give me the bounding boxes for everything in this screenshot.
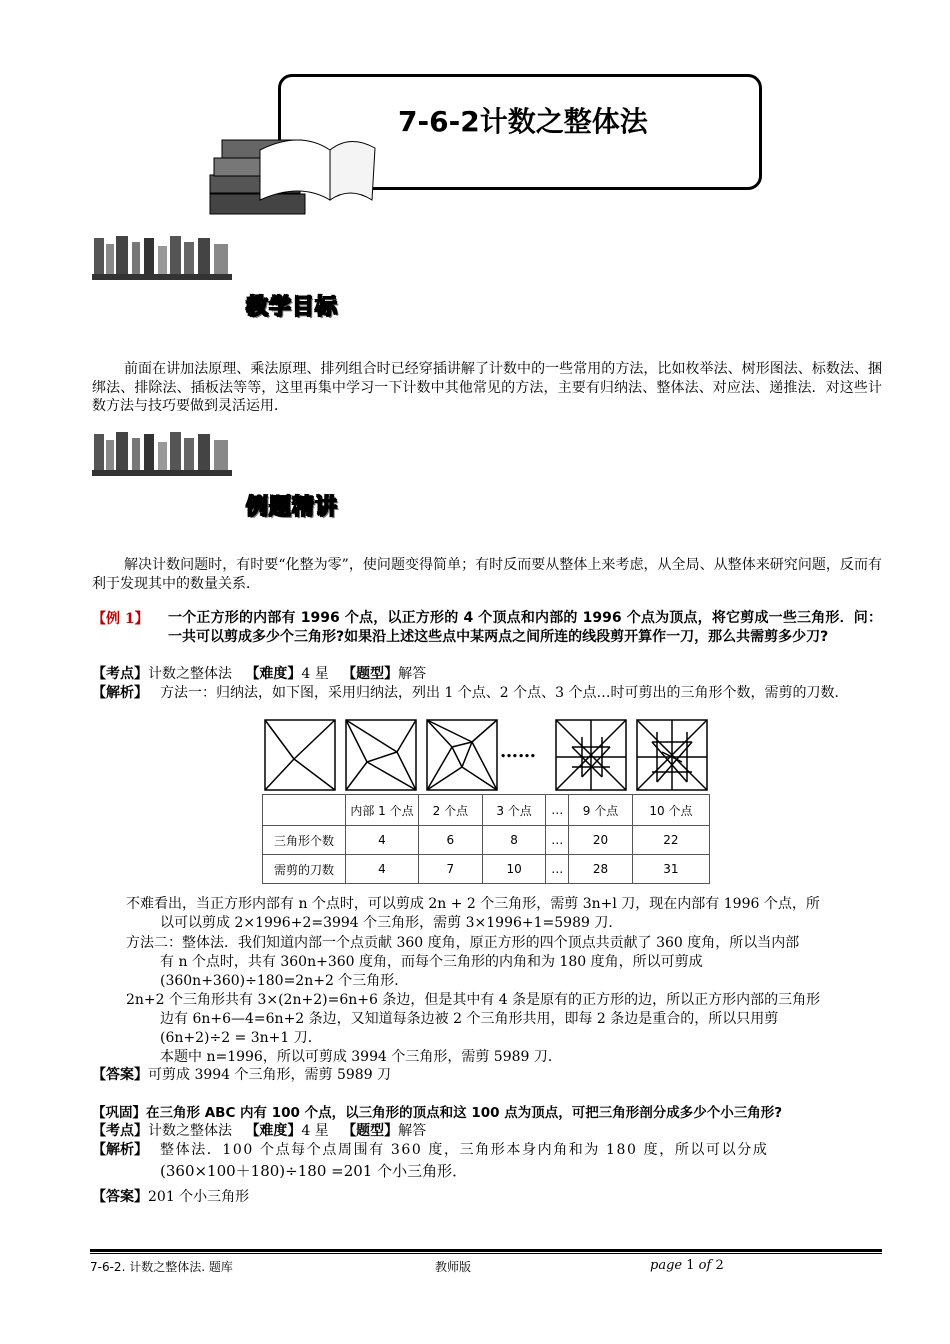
table-cell: 2 个点 [419, 795, 483, 826]
books-illustration-icon [200, 120, 380, 220]
table-cell: 20 [569, 826, 633, 855]
table-cell: 10 [482, 855, 546, 884]
count-table [262, 794, 710, 884]
consolidate-answer: 【答案】201 个小三角形 [92, 1189, 250, 1205]
bookshelf-icon [92, 234, 232, 284]
method2-line2: 有 n 个点时，共有 360n+360 度角，而每个三角形的内角和为 180 度角，所以可剪成 [160, 954, 703, 970]
ellipsis-dots: …… [500, 741, 536, 762]
footer-page: page 1 of 2 [650, 1258, 724, 1273]
example1-question: 一个正方形的内部有 1996 个点，以正方形的 4 个顶点和内部的 1996 个点为顶点，将它剪成一些三角形．问：一共可以剪成多少个三角形?如果沿上述这些点中某两点之间所连的线段剪开算作一刀，那么共需剪多少刀? [168, 610, 882, 645]
table-row [263, 826, 710, 855]
table-cell [263, 795, 346, 826]
footer-center: 教师版 [435, 1260, 472, 1274]
bookshelf-icon-2 [92, 430, 232, 480]
consolidate-jiexi-label: 【解析】 [92, 1142, 148, 1158]
example1-meta: 【考点】计数之整体法 【难度】4 星 【题型】解答 [92, 666, 427, 682]
table-header-row [263, 795, 710, 826]
consolidate-jiexi-2: (360×100＋180)÷180 =201 个小三角形． [160, 1162, 468, 1180]
method2-line4: 2n+2 个三角形共有 3×(2n+2)=6n+6 条边，但是其中有 4 条是原有的正方形的边，所以正方形内部的三角形 [126, 992, 821, 1008]
footer-left: 7-6-2. 计数之整体法. 题库 [90, 1260, 233, 1274]
table-cell: 3 个点 [482, 795, 546, 826]
intro-paragraph: 前面在讲加法原理、乘法原理、排列组合时已经穿插讲解了计数中的一些常用的方法，比如枚举法、树形图法、标数法、捆绑法、排除法、插板法等等，这里再集中学习一下计数中其他常见的方法，主要有归纳法、整体法、对应法、递推法．对这些计数方法与技巧要做到灵活运用． [92, 361, 882, 414]
table-cell: … [546, 826, 569, 855]
table-cell: 31 [632, 855, 709, 884]
table-row [263, 855, 710, 884]
table-cell: 三角形个数 [263, 826, 346, 855]
table-cell: 4 [346, 826, 419, 855]
method2-line3: (360n+360)÷180=2n+2 个三角形． [160, 973, 409, 989]
method2-line5: 边有 6n+6—4=6n+2 条边，又知道每条边被 2 个三角形共用，即每 2 条边是重合的，所以只用剪 [160, 1011, 779, 1027]
table-cell: 22 [632, 826, 709, 855]
example1-jiexi-1: 方法一：归纳法，如下图，采用归纳法，列出 1 个点、2 个点、3 个点…时可剪出的三角形个数，需剪的刀数． [160, 685, 849, 701]
table-cell: 10 个点 [632, 795, 709, 826]
section-heading-examples: 例题精讲 [246, 495, 339, 520]
table-cell: 28 [569, 855, 633, 884]
table-cell: 内部 1 个点 [346, 795, 419, 826]
table-cell: 7 [419, 855, 483, 884]
footer-rule-thin [90, 1253, 882, 1254]
table-cell: 需剪的刀数 [263, 855, 346, 884]
section-heading-goals: 教学目标 [246, 295, 339, 320]
consolidate-question: 【巩固】在三角形 ABC 内有 100 个点，以三角形的顶点和这 100 点为顶点，可把三角形剖分成多少个小三角形? [92, 1105, 783, 1121]
page-title: 7-6-2计数之整体法 [398, 105, 648, 138]
table-cell: … [546, 855, 569, 884]
example1-answer: 【答案】可剪成 3994 个三角形，需剪 5989 刀 [92, 1067, 392, 1083]
footer-rule [90, 1249, 882, 1252]
intro2-paragraph: 解决计数问题时，有时要“化整为零”，使问题变得简单；有时反而要从整体上来考虑，从全局、从整体来研究问题，反而有利于发现其中的数量关系． [92, 557, 882, 592]
method2-line6: (6n+2)÷2 = 3n+1 刀． [160, 1030, 322, 1046]
table-cell: … [546, 795, 569, 826]
method1-line1: 不难看出，当正方形内部有 n 个点时，可以剪成 2n + 2 个三角形，需剪 3n+l 刀，现在内部有 1996 个点，所 [126, 896, 820, 912]
table-cell: 9 个点 [569, 795, 633, 826]
triangulation-figure [262, 717, 710, 793]
method2-line1: 方法二：整体法．我们知道内部一个点贡献 360 度角，原正方形的四个顶点共贡献了 360 度角，所以当内部 [126, 935, 800, 951]
table-cell: 8 [482, 826, 546, 855]
consolidate-meta: 【考点】计数之整体法 【难度】4 星 【题型】解答 [92, 1123, 427, 1139]
method1-line2: 以可以剪成 2×1996+2=3994 个三角形，需剪 3×1996+1=5989 刀． [160, 915, 623, 931]
example1-jiexi-label: 【解析】 [92, 685, 148, 701]
table-cell: 6 [419, 826, 483, 855]
conclusion-line: 本题中 n=1996，所以可剪成 3994 个三角形，需剪 5989 刀． [160, 1049, 562, 1065]
consolidate-jiexi-1: 整体法．100 个点每个点周围有 360 度，三角形本身内角和为 180 度，所以可以分成 [160, 1142, 769, 1158]
example1-tag: 【例 1】 [92, 611, 149, 627]
table-cell: 4 [346, 855, 419, 884]
